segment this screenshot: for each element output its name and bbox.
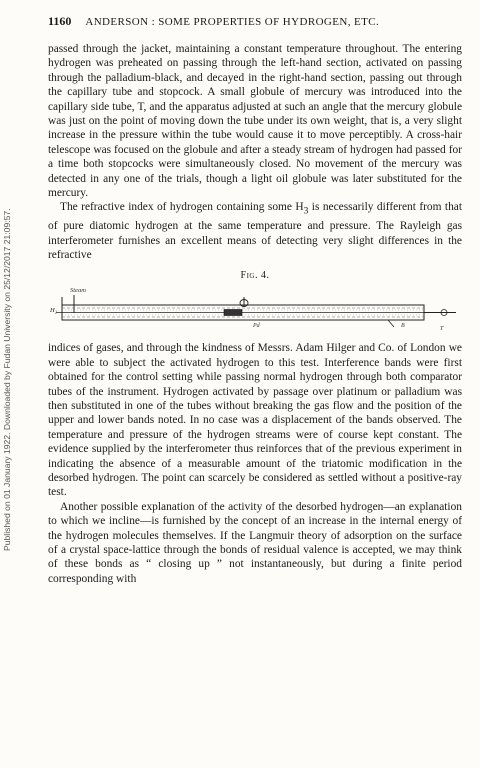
palladium-black: [224, 310, 242, 316]
paragraph-internal-energy: Another possible explanation of the activity of the desorbed hydrogen—an explanation to which we incline—is furnished by the concept of an increase in the internal energy of the hydrogen molecules themselves. If the Langmuir theory of adsorption on the surface of a crystal space-lattice through the bonds of residual valence is accepted, we may think of these bonds as “ closing up ” not instantaneously, but during a finite period corresponding with: [48, 500, 462, 585]
figure-label-inlet: H₂: [50, 307, 57, 315]
figure-label-pd: Pd: [253, 323, 260, 330]
figure-label-b: B: [401, 323, 405, 330]
page-header: [48, 14, 462, 34]
running-title: ANDERSON : SOME PROPERTIES OF HYDROGEN, ETC.: [85, 16, 380, 28]
download-watermark: Published on 01 January 1922. Downloaded by Fudan University on 25/12/2017 21:09:57.: [2, 208, 12, 552]
paragraph-refractive-index: The refractive index of hydrogen containing some $H_3$ is necessarily different from that of pure diatomic hydrogen at the same temperature and pressure. The Rayleigh gas interferometer furnishes an excellent means of detecting very slight differences in the refractive: [48, 201, 462, 261]
figure-label-t: T: [440, 326, 444, 333]
figure-label-steam: Steam: [70, 287, 86, 295]
paragraph-apparatus: passed through the jacket, maintaining a constant temperature throughout. The entering hydrogen was preheated on passing through the left-hand section, activated on passing through the palladium-black, and decayed in the right-hand section, passing out through the capillary tube and stopcock. A small globule of mercury was introduced into the capillary side tube, T, and the apparatus adjusted at such an angle that the mercury globule was just on the point of moving down the tube under its own weight, that is, a very slight increase in the pressure within the tube would cause it to move perceptibly. A cross-hair telescope was focused on the globule and after a steady stream of hydrogen had passed for a time both stopcocks were simultaneously closed. No movement of the mercury was detected in any one of the trials, though a light oil globule was later substituted for the mercury.: [48, 43, 462, 200]
page: [48, 14, 462, 586]
figure-apparatus-diagram: [48, 283, 462, 341]
apparatus-drawing: [48, 283, 462, 341]
page-number: 1160: [48, 14, 72, 28]
side-tube-t: [388, 320, 394, 327]
paragraph-interferometer: indices of gases, and through the kindness of Messrs. Adam Hilger and Co. of London we were able to subject the activated hydrogen to this test. Interference bands were first obtained for the control setting while passing normal hydrogen through both comparator tubes of the instrument. Hydrogen activated by passage over platinum or palladium was then substituted in one of the tubes without breaking the gas flow and the position of the upper and lower bands noted. In no case was a displacement of the bands observed. The temperature and pressure of the hydrogen streams were of course kept constant. The evidence supplied by the interferometer thus reinforces that of the previous experiment in indicating the absence of a measurable amount of the triatomic modification in the desorbed hydrogen. The point can scarcely be considered as settled without a positive-ray test.: [48, 342, 462, 499]
figure-label: Fig. 4.: [240, 270, 270, 282]
